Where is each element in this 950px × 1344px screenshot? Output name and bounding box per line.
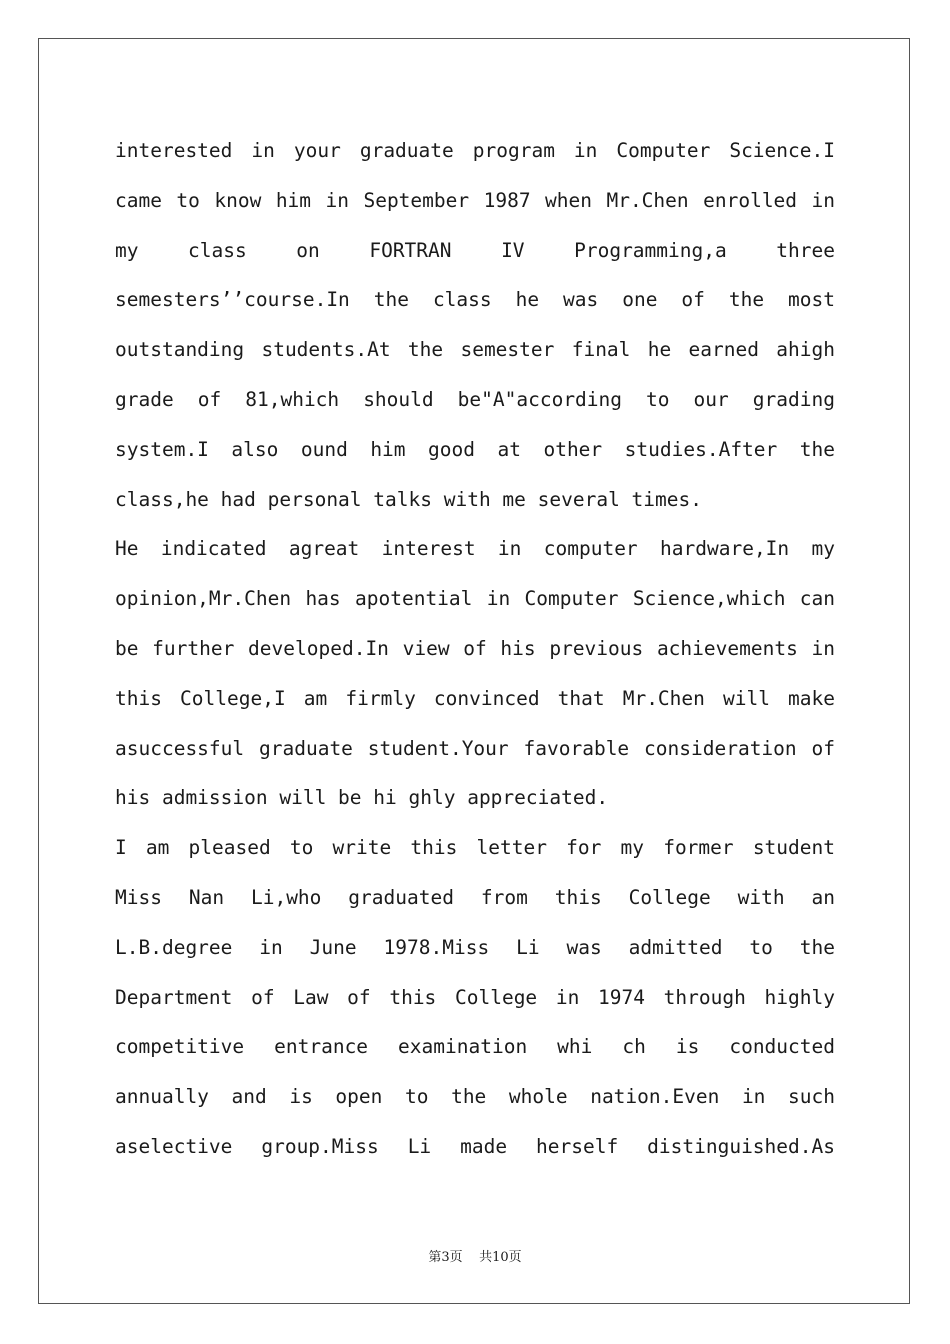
document-body: [115, 126, 835, 1172]
text-line: semesters’’course.In the class he was one of the most: [115, 288, 835, 312]
text-line: my class on FORTRAN IV Programming,a three: [115, 238, 835, 262]
text-line: system.I also ound him good at other studies.After the: [115, 437, 835, 461]
text-line: aselective group.Miss Li made herself distinguished.As: [115, 1134, 835, 1158]
text-line: competitive entrance examination whi ch is conducted: [115, 1035, 835, 1059]
text-line: interested in your graduate program in Computer Science.I: [115, 139, 835, 162]
text-line: class,he had personal talks with me several times.: [115, 487, 702, 511]
page-total: 共10页: [479, 1250, 522, 1265]
text-line: came to know him in September 1987 when Mr.Chen enrolled in: [115, 188, 835, 212]
text-line: grade of 81,which should be"A"according to our grading: [115, 387, 835, 411]
page-number: 第3页: [428, 1250, 463, 1265]
text-line: this College,I am firmly convinced that Mr.Chen will make: [115, 686, 835, 710]
text-line: his admission will be hi ghly appreciated.: [115, 786, 609, 810]
page-footer: [0, 1246, 950, 1265]
text-line: Miss Nan Li,who graduated from this College with an: [115, 885, 835, 909]
text-line: I am pleased to write this letter for my former student: [115, 836, 835, 860]
text-line: opinion,Mr.Chen has apotential in Computer Science,which can: [115, 587, 835, 611]
text-line: He indicated agreat interest in computer hardware,In my: [115, 537, 835, 561]
text-line: outstanding students.At the semester final he earned ahigh: [115, 338, 835, 362]
text-line: Department of Law of this College in 1974 through highly: [115, 985, 835, 1009]
text-line: L.B.degree in June 1978.Miss Li was admitted to the: [115, 935, 835, 959]
text-line: be further developed.In view of his previous achievements in: [115, 636, 835, 660]
text-line: annually and is open to the whole nation.Even in such: [115, 1085, 835, 1109]
text-line: asuccessful graduate student.Your favorable consideration of: [115, 736, 835, 760]
